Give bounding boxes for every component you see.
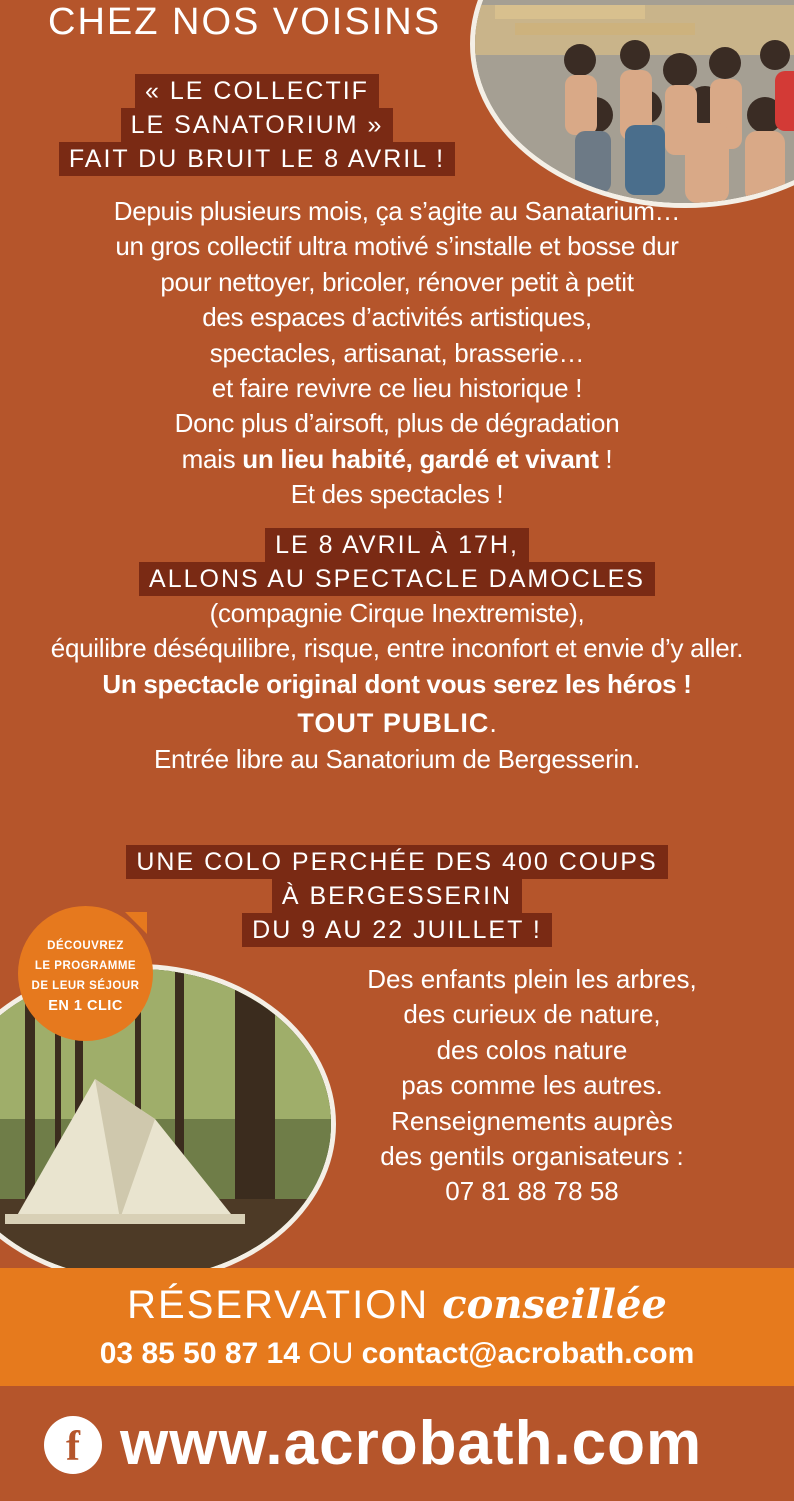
page-headline: CHEZ NOS VOISINS — [48, 1, 442, 43]
section1-title — [0, 74, 654, 176]
section1-line-8-bold: un lieu habité, gardé et vivant — [242, 443, 599, 474]
section1-title-line-1: « LE COLLECTIF — [135, 74, 379, 108]
section1-title-line-2: LE SANATORIUM » — [121, 108, 394, 142]
reservation-or: OU — [299, 1337, 362, 1370]
section1-line-1: Depuis plusieurs mois, ça s’agite au Sanatarium… — [113, 196, 681, 226]
website-link[interactable]: www.acrobath.com — [120, 1409, 703, 1478]
section2-title-line-1: LE 8 AVRIL À 17H, — [265, 528, 529, 562]
badge-line-3: DE LEUR SÉJOUR — [31, 979, 140, 992]
section2-title-line-2: ALLONS AU SPECTACLE DAMOCLES — [139, 562, 655, 596]
section3-line-5: Renseignements auprès — [391, 1105, 673, 1136]
section2-line-3-bold: Un spectacle original dont vous serez les héros ! — [102, 668, 692, 699]
section3-phone: 07 81 88 78 58 — [445, 1176, 619, 1207]
badge-line-2: LE PROGRAMME — [34, 959, 137, 972]
section1-line-9: Et des spectacles ! — [290, 479, 504, 510]
reservation-contact — [0, 1334, 794, 1374]
section1-line-8-prefix: mais — [181, 443, 243, 474]
section1-line-6: et faire revivre ce lieu historique ! — [211, 373, 583, 404]
badge-cta: EN 1 CLIC — [48, 997, 123, 1014]
section1-line-2: un gros collectif ultra motivé s’installe et bosse dur — [115, 231, 679, 262]
section3-title-line-1: UNE COLO PERCHÉE DES 400 COUPS — [126, 845, 667, 879]
section3-line-1: Des enfants plein les arbres, — [367, 964, 697, 994]
badge-line-1: DÉCOUVREZ — [47, 939, 124, 952]
section3-line-4: pas comme les autres. — [401, 1070, 663, 1101]
reservation-band — [0, 1268, 794, 1386]
section2-line-4-bold: TOUT PUBLIC — [297, 708, 490, 739]
section2-line-2: équilibre déséquilibre, risque, entre inconfort et envie d’y aller. — [50, 633, 744, 664]
footer — [0, 1386, 794, 1501]
section1-line-7: Donc plus d’airsoft, plus de dégradation — [174, 408, 620, 439]
section3-line-3: des colos nature — [436, 1034, 628, 1065]
section2-line-3 — [0, 667, 794, 702]
section3-title-line-3: DU 9 AU 22 JUILLET ! — [242, 913, 552, 947]
program-badge-button[interactable] — [18, 906, 153, 1041]
section1-line-8-suffix: ! — [598, 443, 613, 474]
section2-line-4 — [0, 706, 794, 741]
section2-paragraph — [0, 596, 794, 777]
section1-line-4: des espaces d’activités artistiques, — [202, 302, 592, 333]
section1-line-3: pour nettoyer, bricoler, rénover petit à petit — [160, 266, 634, 297]
section1-title-line-3: FAIT DU BRUIT LE 8 AVRIL ! — [59, 142, 455, 176]
section3-title-line-2: À BERGESSERIN — [272, 879, 522, 913]
section2-line-1: (compagnie Cirque Inextremiste), — [209, 598, 585, 628]
reservation-phone-link[interactable]: 03 85 50 87 14 — [99, 1337, 300, 1370]
section1-line-8 — [0, 442, 794, 477]
section1-paragraph — [0, 194, 794, 513]
reservation-title-plain: RÉSERVATION — [127, 1283, 443, 1327]
section3-line-2: des curieux de nature, — [403, 999, 661, 1030]
reservation-email-link[interactable]: contact@acrobath.com — [361, 1337, 695, 1370]
section3-paragraph — [332, 962, 732, 1210]
section1-line-5: spectacles, artisanat, brasserie… — [209, 337, 585, 368]
facebook-icon[interactable]: f — [44, 1416, 102, 1474]
section3-line-6: des gentils organisateurs : — [380, 1141, 684, 1172]
section2-line-5: Entrée libre au Sanatorium de Bergesserin. — [153, 743, 640, 774]
section2-line-4-suffix: . — [489, 708, 497, 739]
section2-title — [0, 528, 794, 596]
reservation-title-script: conseillée — [442, 1281, 667, 1328]
reservation-title — [0, 1280, 794, 1330]
